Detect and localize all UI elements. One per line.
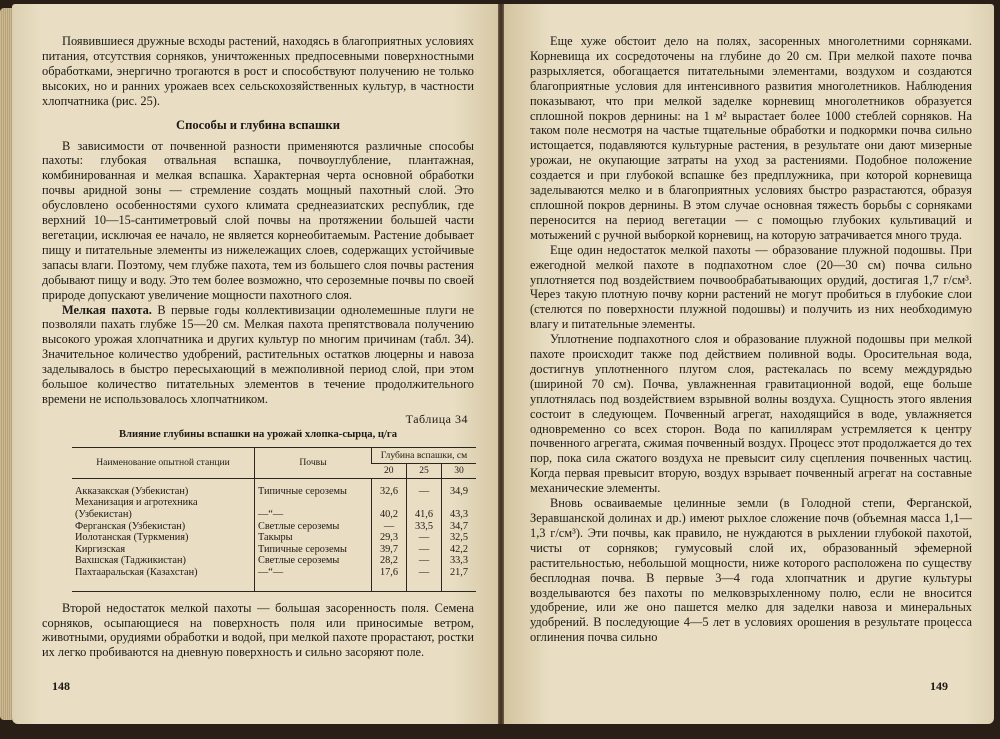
cell-depth-25: — [407,555,442,567]
table-row [72,555,476,567]
cell-depth-30: 32,5 [442,532,477,544]
cell-station: Ферганская (Узбекистан) [75,520,186,532]
cell-depth-20: 17,6 [372,567,407,591]
table-row [72,544,476,556]
cell-soil: Такыры [255,532,372,544]
table-caption: Влияние глубины вспашки на урожай хлопка-сырца, ц/га [118,428,398,440]
cell-depth-25: — [407,532,442,544]
paragraph-perennial-weeds: Еще хуже обстоит дело на полях, засоренных многолетними сорняками. Корневища их сосредоточены на глубине до 20 см. При мелкой пахоте почва разрыхляется, обогащается питательными элементами, воздухом и создаются благоприятные условия для интенсивного развития многолетников. Наблюдения показывают, что при мелкой заделке корневищ многолетников образуется сплошной покров дернины: на 1 м² вырастает более 1000 стеблей сорняков. На таком поле несмотря на частые тщательные обработки и подкормки почва сильно истощается, подавляются культурные растения, в результате они дают мизерные урожаи, не окупающие затраты на уход за растениями. Подобное положение создается и при глубокой вспашке без предплужника, при которой корневища заделываются мелко и в благоприятных условиях быстро разрастаются, образуя сплошной покров дернины. В этом случае основная тяжесть борьбы с сорняками переносится на период вегетации — с помощью глубоких культиваций и мотыжений с ручной выборкой корневищ, на которую затрачивается много труда. [530,34,972,242]
cell-soil [255,497,372,509]
table-row [72,532,476,544]
cell-soil: Типичные сероземы [255,544,372,556]
cell-soil: Светлые сероземы [255,555,372,567]
table-row [72,509,476,521]
paragraph-shallow-text: В первые годы коллективизации однолемешные плуги не позволяли пахать глубже 15—20 см. Мелкая пахота препятствовала получению высокого урожая хлопчатника и других культур по многим причинам (табл. 34). Значительное количество удобрений, растительных остатков люцерны и навоза заделывалось в быстро пересыхающий в межполивной период слой, при этом большое количество питательных элементов в течение продолжительного времени не использовалось хлопчатником. [42,302,474,406]
paragraph-weeds: Второй недостаток мелкой пахоты — большая засоренность поля. Семена сорняков, осыпающиеся на поверхность поля или приносимые ветром, животными, орудиями обработки и водой, при мелкой пахоте прорастают, ростки их легко пробиваются на дневную поверхность и сильно засоряют поле. [42,600,474,660]
cell-depth-20: 39,7 [372,544,407,556]
cell-depth-25: — [407,478,442,497]
paragraph-compaction: Уплотнение подпахотного слоя и образование плужной подошвы при мелкой пахоте происходит также под действием поливной воды. Оросительная вода, достигнув уплотненного плугом слоя, растекалась по всему междурядью (шириной 70 см). Почва, увлажненная гравитационной водой, еще больше уплотнялась под воздействием взрывной волны воздуха. Сущность этого явления состоит в следующем. Почвенный агрегат, находящийся в воде, увлажняется одновременно со всех сторон. Вода по капиллярам устремляется к центру почвенного агрегата, сжимая почвенный воздух. Процесс этот продолжается до тех пор, пока сила сжатого воздуха не превысит силу сцепления почвенных частиц. Когда первая превысит вторую, воздух взрывает почвенный агрегат на составные механические элементы. [530,332,972,496]
cell-depth-30: 33,3 [442,555,477,567]
section-heading: Способы и глубина вспашки [176,117,340,132]
cell-depth-25: — [407,544,442,556]
cell-station: Иолотанская (Туркмения) [75,532,189,544]
header-depth-30: 30 [442,463,477,478]
cell-station: (Узбекистан) [75,509,132,521]
paragraph-plow-pan: Еще один недостаток мелкой пахоты — образование плужной подошвы. При ежегодной мелкой пахоте в подпахотном слое (20—30 см) почва сильно уплотняется под воздействием почвообрабатывающих орудий, достигая 1,7 г/см³. Через такую плотную почву корни растений не могут пробиться в глубокие слои (стелются по поверхности плужной подошвы) и получить из них необходимую влагу и питательные элементы. [530,242,972,332]
header-depth-25: 25 [407,463,442,478]
cell-soil: Типичные сероземы [255,478,372,497]
cell-depth-30: 34,9 [442,478,477,497]
table-row [72,497,476,509]
cell-station: Пахтааральская (Казахстан) [72,567,255,591]
table-label: Таблица 34 [405,411,468,426]
page-number-left: 148 [52,679,70,693]
cell-depth-20: 40,2 [372,509,407,521]
cell-depth-25: 41,6 [407,509,442,521]
paragraph-methods: В зависимости от почвенной разности применяются различные способы пахоты: глубокая отвальная вспашка, почвоуглубление, плантажная, комбинированная и мелкая вспашка. Характерная черта основной обработки почвы аридной зоны — стремление создать мощный пахотный слой. Это обусловлено особенностями сухого климата среднеазиатских республик, где верхний 10—15-сантиметровый слой почвы на протяжении большей части вегетации, исключая ее начало, не является корнеобитаемым. Растение добывает пищу и питательные элементы из нижележащих слоев, содержащих устойчивые запасы влаги. Поэтому, чем глубже пахота, тем из большего слоя почвы растения добывают пищу и воду. Это тем более возможно, что сероземные почвы по своей природе допускают увеличение мощности пахотного слоя. [42,138,474,302]
paragraph-shallow-plowing [42,303,474,407]
right-page [504,4,994,724]
cell-depth-20 [372,497,407,509]
cell-depth-30: 43,3 [442,509,477,521]
header-soil: Почвы [255,447,372,478]
table-body [72,478,476,591]
cell-soil: Светлые сероземы [255,521,372,533]
cell-depth-25: 33,5 [407,521,442,533]
cell-depth-20: 32,6 [372,478,407,497]
header-station: Наименование опытной станции [72,447,255,478]
cell-station: Акказакская (Узбекистан) [75,485,189,497]
cell-depth-20: 29,3 [372,532,407,544]
cell-depth-25: — [407,567,442,591]
paragraph-virgin-lands: Вновь осваиваемые целинные земли (в Голодной степи, Ферганской, Зеравшанской долинах и др.) имеют рыхлое сложение почв (объемная масса 1,1—1,3 г/см³). Эти почвы, как правило, не нуждаются в рыхлении глубокой пахотой, чисты от сорняков; гумусовый слой их, образованный эфемерной растительностью, небольшой мощности, ниже которого расположена по существу бесплодная почва. В первые 3—4 года хлопчатник и другие культуры возделываются без пахоты по мелковзрыхленному полю, если не вносится удобрение, или же оно пашется мелко для заделки навоза и минеральных удобрений. В последующие 4—5 лет в условиях орошения в результате процесса оглинения почва сильно [530,496,972,645]
header-depth-20: 20 [372,463,407,478]
cell-depth-30: 21,7 [442,567,477,591]
header-depth: Глубина вспашки, см [372,447,477,463]
cell-depth-20: — [372,521,407,533]
table-row [72,521,476,533]
cell-depth-30: 34,7 [442,521,477,533]
table-row [72,478,476,497]
cell-depth-30: 42,2 [442,544,477,556]
cell-station: Киргизская [75,543,126,555]
yield-table [72,447,476,592]
page-edges [0,8,12,720]
table-row [72,567,476,591]
left-page [12,4,498,724]
page-number-right: 149 [930,679,948,693]
cell-station: Механизация и агротехника [75,497,198,509]
cell-depth-20: 28,2 [372,555,407,567]
cell-soil: —“— [255,509,372,521]
cell-station: Вахшская (Таджикистан) [75,555,186,567]
cell-depth-30 [442,497,477,509]
paragraph-intro: Появившиеся дружные всходы растений, находясь в благоприятных условиях питания, отсутствия сорняков, уничтоженных предпосевными поверхностными обработками, энергично трогаются в рост и способствуют получению не только высоких, но и ранних урожаев всех сельскохозяйственных культур, в частности хлопчатника (рис. 25). [42,34,474,108]
cell-soil: —“— [255,567,372,591]
cell-depth-25 [407,497,442,509]
runin-title: Мелкая пахота. [62,302,152,317]
